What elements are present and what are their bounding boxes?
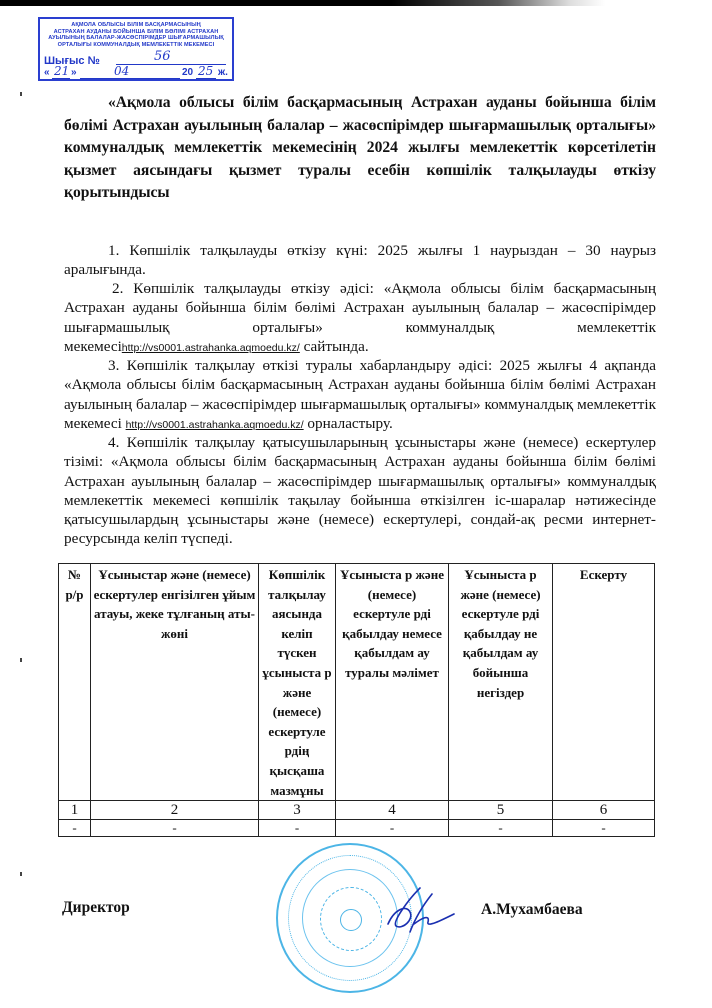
paragraph-discussion-date: 1. Көпшілік талқылауды өткізу күні: 2025 жылғы 1 наурыздан – 30 наурыз аралығында. <box>64 242 656 279</box>
header-note: Ескерту <box>553 564 655 801</box>
proposals-table <box>58 563 655 837</box>
signature-icon <box>380 880 460 940</box>
table-cell: 1 <box>59 801 91 820</box>
date-year-prefix: 20 <box>182 67 194 78</box>
stamp-organization <box>40 19 232 48</box>
header-organization: Ұсыныстар және (немесе) ескертулер енгізілген ұйым атауы, жеке тұлғаның аты-жөні <box>91 564 259 801</box>
table-cell: - <box>59 820 91 837</box>
table-cell: 5 <box>449 801 553 820</box>
scan-speck <box>20 872 22 876</box>
date-day: 21 <box>54 64 70 78</box>
table-cell: 3 <box>259 801 336 820</box>
paragraph-announcement-method <box>64 356 656 435</box>
header-number: № р/р <box>59 564 91 801</box>
scan-speck <box>20 658 22 662</box>
website-link[interactable]: http://vs0001.astrahanka.aqmoedu.kz/ <box>125 418 304 431</box>
table-cell: 2 <box>91 801 259 820</box>
date-year-unit: ж. <box>218 67 228 78</box>
scan-edge-shadow <box>0 0 712 6</box>
table-cell: 6 <box>553 801 655 820</box>
header-acceptance-grounds: Ұсыныста р және (немесе) ескертуле рді қабылдау не қабылдам ау бойынша негіздер <box>449 564 553 801</box>
table-cell: - <box>91 820 259 837</box>
stamp-date <box>44 64 230 79</box>
table-cell: - <box>553 820 655 837</box>
outgoing-label: Шығыс № <box>44 55 100 67</box>
month-underline <box>80 78 180 79</box>
paragraph-text: орналастыру. <box>303 414 393 432</box>
date-open-quote: « <box>44 67 50 78</box>
table-cell: 4 <box>336 801 449 820</box>
paragraph-text: 2. Көпшілік талқылауды өткізу әдісі: «Ақмола облысы білім басқармасының Астрахан ауданы бойынша білім бөлімі Астрахан ауылының балалар – жасөспірімдер шығармашылық орталығы» коммуналдық мемлекеттік мекемесі <box>64 280 656 355</box>
outgoing-number: 56 <box>154 49 171 64</box>
emblem-center-icon <box>340 909 362 931</box>
table-header-row <box>59 564 655 801</box>
date-close-quote: » <box>71 67 77 78</box>
table-numbering-row <box>59 801 655 820</box>
paragraph-proposals-list: 4. Көпшілік талқылау қатысушыларының ұсыныстары және (немесе) ескертулер тізімі: «Ақмола облысы білім басқармасының Астрахан ауданы бойынша білім бөлімі Астрахан ауылының балалар – жасөспірімдер шығармашылық орталығы» коммуналдық мемлекеттік мекемесі көпшілік тақылау бойынша өткізілген іс-шаралар нәтижесінде қатысушылардың ұсыныстары және (немесе) ескертулері, сондай-ақ ресми интернет-ресурсында келіп түспеді. <box>64 434 656 548</box>
header-acceptance-info: Ұсыныста р және (немесе) ескертуле рді қабылдау немесе қабылдам ау туралы мәлімет <box>336 564 449 801</box>
day-underline <box>52 78 70 79</box>
signatory-name: А.Мухамбаева <box>481 901 583 918</box>
stamp-org-line: АУЫЛЫНЫҢ БАЛАЛАР-ЖАСӨСПІРІМДЕР ШЫҒАРМАШЫЛЫҚ <box>48 35 224 42</box>
table-cell: - <box>449 820 553 837</box>
header-summary: Көпшілік талқылау аясында келіп түскен ұсыныста р және (немесе) ескертуле рдің қысқаша мазмұны <box>259 564 336 801</box>
table-cell: - <box>259 820 336 837</box>
document-title: «Ақмола облысы білім басқармасының Астрахан ауданы бойынша білім бөлімі Астрахан ауылының балалар – жасөспірімдер шығармашылық орталығы» коммуналдық мемлекеттік мекемесінің 2024 жылғы мемлекеттік көрсетілетін қызмет аясындағы қызмет туралы есебін көпшілік талқылауды өткізу қорытындысы <box>64 94 656 201</box>
scan-speck <box>20 92 22 96</box>
paragraph-text: 3. Көпшілік талқылау өткізі туралы хабарландыру әдісі: 2025 жылғы 4 ақпанда «Ақмола облысы білім басқармасының Астрахан ауданы бойынша білім бөлімі Астрахан ауылының балалар – жасөспірімдер шығармашылық орталығы» коммуналдық мемлекеттік мекемесі <box>64 357 656 432</box>
year-underline <box>196 78 216 79</box>
website-link[interactable]: http://vs0001.astrahanka.aqmoedu.kz/ <box>121 341 300 354</box>
paragraph-discussion-method <box>64 279 656 358</box>
signatory-position: Директор <box>62 899 130 916</box>
table-cell: - <box>336 820 449 837</box>
date-year-suffix: 25 <box>198 64 214 78</box>
date-month: 04 <box>114 64 130 78</box>
paragraph-text: сайтында. <box>299 337 369 355</box>
stamp-org-line: АҚМОЛА ОБЛЫСЫ БІЛІМ БАСҚАРМАСЫНЫҢ <box>71 22 201 28</box>
registration-stamp <box>38 17 234 81</box>
stamp-org-line: ОРТАЛЫҒЫ КОММУНАЛДЫҚ МЕМЛЕКЕТТІК МЕКЕМЕСІ <box>57 41 215 48</box>
stamp-org-line: АСТРАХАН АУДАНЫ БОЙЫНША БІЛІМ БӨЛІМІ АСТРАХАН <box>53 28 219 35</box>
table-row <box>59 820 655 837</box>
